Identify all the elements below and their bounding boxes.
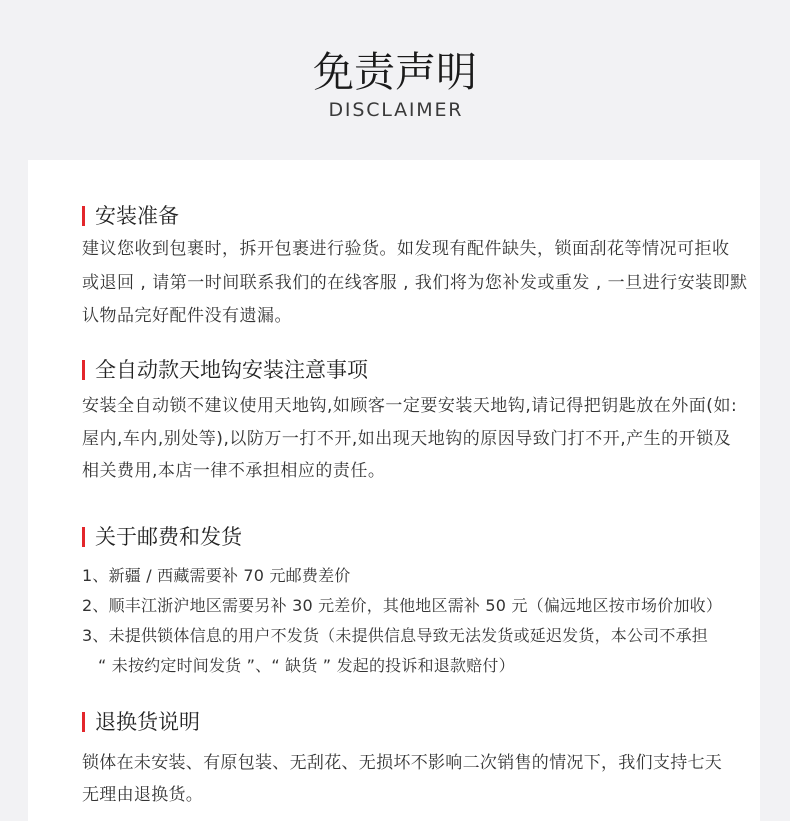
heading-accent-bar: [82, 360, 85, 380]
list-item: 3、未提供锁体信息的用户不发货（未提供信息导致无法发货或延迟发货，本公司不承担: [82, 626, 708, 645]
section-heading-label: 关于邮费和发货: [95, 525, 242, 549]
heading-accent-bar: [82, 206, 85, 226]
section-heading-label: 退换货说明: [95, 710, 200, 734]
section-body: [82, 390, 760, 488]
section-heading-label: 安装准备: [95, 204, 179, 228]
disclaimer-card: [28, 160, 760, 821]
section-heading: [82, 204, 760, 228]
paragraph-line: 屋内,车内,别处等),以防万一打不开,如出现天地钩的原因导致门打不开,产生的开锁及: [82, 428, 732, 449]
section-shipping: [82, 525, 760, 681]
list-item-continuation: “ 未按约定时间发货 ”、“ 缺货 ” 发起的投诉和退款赔付）: [98, 656, 515, 675]
page-subtitle: DISCLAIMER: [328, 99, 464, 121]
paragraph-line: 认物品完好配件没有遗漏。: [82, 306, 292, 326]
list-item: 2、顺丰江浙沪地区需要另补 30 元差价，其他地区需补 50 元（偏远地区按市场价加收）: [82, 596, 723, 615]
page-title: 免责声明: [313, 48, 477, 96]
paragraph-line: 锁体在未安装、有原包装、无刮花、无损坏不影响二次销售的情况下，我们支持七天: [82, 753, 723, 773]
section-body: [82, 233, 760, 334]
section-body: [82, 561, 760, 681]
section-heading: [82, 710, 760, 734]
list-item: 1、新疆 / 西藏需要补 70 元邮费差价: [82, 566, 351, 585]
section-auto-lock-hook-notice: [82, 358, 760, 488]
heading-accent-bar: [82, 712, 85, 732]
section-install-prep: [82, 204, 760, 334]
paragraph-line: 安装全自动锁不建议使用天地钩,如顾客一定要安装天地钩,请记得把钥匙放在外面(如:: [82, 396, 738, 416]
paragraph-line: 建议您收到包裹时，拆开包裹进行验货。如发现有配件缺失，锁面刮花等情况可拒收: [82, 239, 730, 259]
section-heading-label: 全自动款天地钩安装注意事项: [95, 358, 368, 382]
paragraph-line: 无理由退换货。: [82, 785, 204, 805]
paragraph-line: 或退回 , 请第一时间联系我们的在线客服 , 我们将为您补发或重发 , 一旦进行安装即默: [82, 272, 748, 293]
section-returns: [82, 710, 760, 811]
section-heading: [82, 358, 760, 382]
paragraph-line: 相关费用,本店一律不承担相应的责任。: [82, 461, 386, 481]
heading-accent-bar: [82, 527, 85, 547]
section-heading: [82, 525, 760, 549]
section-body: [82, 747, 760, 811]
